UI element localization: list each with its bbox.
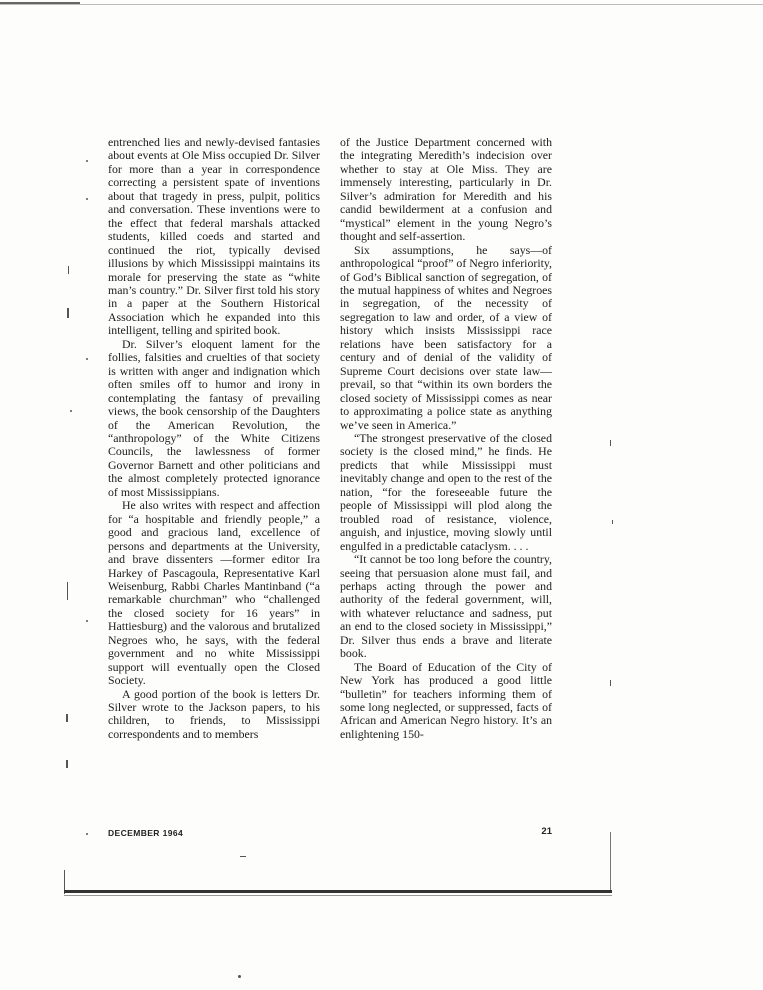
scan-speck [240, 856, 246, 857]
scan-speck [86, 833, 88, 835]
scan-speck [86, 620, 88, 622]
scan-speck [66, 714, 68, 722]
scan-speck [68, 266, 69, 274]
scan-edge-line [0, 4, 763, 5]
scan-speck [70, 410, 72, 412]
scan-speck [67, 582, 68, 600]
paragraph: of the Justice Department concerned with the integrating Meredith’s indecision over whether to stay at Ole Miss. They are immensely interesting, particularly in Dr. Silver’s admiration for Meredith and his candid bewilderment at a confusion and “mystical” element in the young Negro’s thought and self-assertion. [340, 135, 552, 244]
left-column [108, 136, 320, 741]
paragraph: “The strongest preservative of the closed society is the closed mind,” he finds. He predicts that while Mississippi must inevitably change and open to the rest of the nation, “for the foreseeable future the people of Mississippi will plod along the troubled road of resistance, violence, anguish, and injustice, moving slowly until engulfed in a predictable cataclysm. . . . [340, 430, 552, 553]
right-column [340, 136, 552, 741]
paragraph: He also writes with respect and affection for “a hospitable and friendly people,” a good and gracious land, excellence of persons and departments at the University, and brave dissenters —former editor Ira Harkey of Pascagoula, Representative Karl Weisenburg, Rabbi Charles Mantinband (“a remarkable churchman” who “challenged the closed society for 16 years” in Hattiesburg) and the valorous and brutalized Negroes who, he says, with the federal government and no white Mississippi support will eventually open the Closed Society. [108, 498, 320, 688]
scan-speck [610, 440, 611, 446]
scan-bottom-rule-thin [64, 895, 612, 896]
scan-speck [612, 520, 613, 524]
scan-speck [86, 198, 88, 200]
page-number: 21 [541, 826, 552, 837]
scan-speck [86, 358, 88, 360]
scan-speck [67, 308, 69, 318]
paragraph: Dr. Silver’s eloquent lament for the follies, falsities and cruelties of that society is written with anger and indignation which often smiles off to humor and irony in contemplating the fantasy of prevailing views, the book censorship of the Daughters of the American Revolution, the “anthropology” of the White Citizens Councils, the lawlessness of former Governor Barnett and other politicians and the almost completely protected ignorance of most Mississippians. [108, 336, 320, 499]
footer-date: DECEMBER 1964 [108, 828, 184, 838]
scan-speck [238, 975, 241, 978]
scan-speck [610, 680, 611, 686]
scan-bottom-rule [64, 890, 612, 893]
paragraph: The Board of Education of the City of New York has produced a good little “bulletin” for teachers informing them of some long neglected, or suppressed, facts of African and American Negro history. It’s an enlightening 150- [340, 659, 552, 741]
scan-right-edge [610, 832, 611, 892]
scan-speck [86, 160, 88, 162]
paragraph: entrenched lies and newly-devised fantasies about events at Ole Miss occupied Dr. Silver for more than a year in correspondence correcting a persistent spate of inventions about that tragedy in press, pulpit, politics and conversation. These inventions were to the effect that federal marshals attacked students, killed coeds and started and continued the riot, typically devised illusions by which Mississippi maintains its morale for preserving the state as “white man’s country.” Dr. Silver first told his story in a paper at the Southern Historical Association which he expanded into this intelligent, telling and spirited book. [108, 135, 320, 338]
scan-speck [66, 760, 68, 768]
paragraph: “It cannot be too long before the country, seeing that persuasion alone must fail, and perhaps acting through the power and authority of the federal government, will, with whatever reluctance and sadness, put an end to the closed society in Mississippi,” Dr. Silver thus ends a brave and literate book. [340, 552, 552, 661]
paragraph: Six assumptions, he says—of anthropological “proof” of Negro inferiority, of God’s Biblical sanction of segregation, of the mutual happiness of whites and Negroes in segregation, of the necessity of segregation to law and order, of a view of history which insists Mississippi race relations have been satisfactory for a century and of denial of the validity of Supreme Court decisions over state law—prevail, so that “within its own borders the closed society of Mississippi comes as near to approximating a police state as anything we’ve seen in America.” [340, 242, 553, 432]
paragraph: A good portion of the book is letters Dr. Silver wrote to the Jackson papers, to his children, to friends, to Mississippi correspondents and to members [108, 686, 320, 741]
